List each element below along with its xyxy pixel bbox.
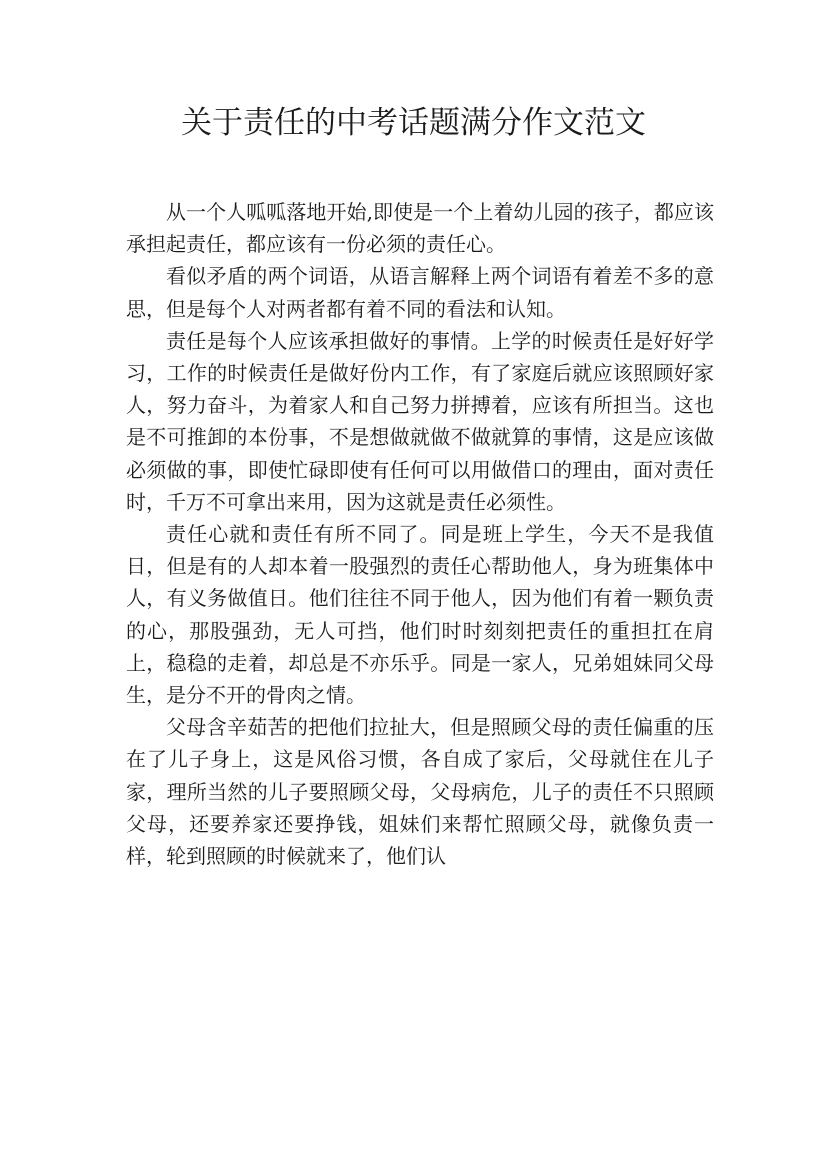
document-title: 关于责任的中考话题满分作文范文 [181, 105, 646, 141]
document-body [126, 196, 714, 872]
paragraph: 责任心就和责任有所不同了。同是班上学生，今天不是我值日，但是有的人却本着一股强烈的责任心帮助他人，身为班集体中人，有义务做值日。他们往往不同于他人，因为他们有着一颗负责的心，那股强劲，无人可挡，他们时时刻刻把责任的重担扛在肩上，稳稳的走着，却总是不亦乐乎。同是一家人，兄弟姐妹同父母生，是分不开的骨肉之情。 [126, 522, 714, 708]
paragraph: 父母含辛茹苦的把他们拉扯大，但是照顾父母的责任偏重的压在了儿子身上，这是风俗习惯，各自成了家后，父母就住在儿子家，理所当然的儿子要照顾父母，父母病危，儿子的责任不只照顾父母，还要养家还要挣钱，姐妹们来帮忙照顾父母，就像负责一样，轮到照顾的时候就来了，他们认 [126, 715, 714, 869]
paragraph: 看似矛盾的两个词语，从语言解释上两个词语有着差不多的意思，但是每个人对两者都有着不同的看法和认知。 [126, 264, 714, 321]
paragraph: 责任是每个人应该承担做好的事情。上学的时候责任是好好学习，工作的时候责任是做好份内工作，有了家庭后就应该照顾好家人，努力奋斗，为着家人和自己努力拼搏着，应该有所担当。这也是不可推卸的本份事，不是想做就做不做就算的事情，这是应该做必须做的事，即使忙碌即使有任何可以用做借口的理由，面对责任时，千万不可拿出来用，因为这就是责任必须性。 [126, 328, 714, 514]
paragraph: 从一个人呱呱落地开始,即使是一个上着幼儿园的孩子，都应该承担起责任，都应该有一份必须的责任心。 [126, 200, 714, 257]
